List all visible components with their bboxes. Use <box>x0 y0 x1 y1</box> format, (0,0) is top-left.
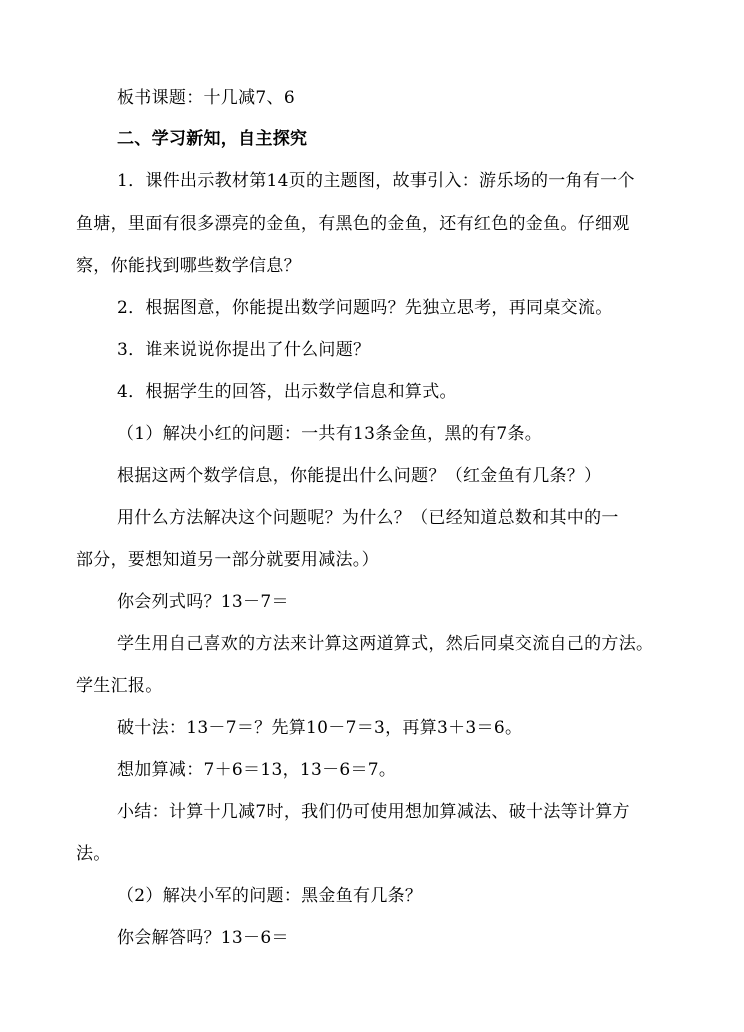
step-1-line-3: 察，你能找到哪些数学信息？ <box>76 256 301 276</box>
section-heading: 二、学习新知，自主探究 <box>117 129 308 149</box>
sub-problem-1-line: （1）解决小红的问题：一共有13条金鱼，黑的有7条。 <box>117 424 543 444</box>
summary-line-1: 小结：计算十几减7时，我们仍可使用想加算减法、破十法等计算方 <box>117 802 630 822</box>
step-1-line-1: 1．课件出示教材第14页的主题图，故事引入：游乐场的一角有一个 <box>117 171 635 191</box>
step-4-line: 4．根据学生的回答，出示数学信息和算式。 <box>117 382 457 402</box>
student-activity-line-2: 学生汇报。 <box>76 676 163 696</box>
question-line: 根据这两个数学信息，你能提出什么问题？（红金鱼有几条？） <box>117 466 602 486</box>
equation-prompt-line: 你会列式吗？13－7＝ <box>117 592 289 612</box>
student-activity-line-1: 学生用自己喜欢的方法来计算这两道算式，然后同桌交流自己的方法。 <box>117 634 654 654</box>
step-2-line: 2．根据图意，你能提出数学问题吗？先独立思考，再同桌交流。 <box>117 298 613 318</box>
summary-line-2: 法。 <box>76 844 111 864</box>
lesson-title-line: 板书课题：十几减7、6 <box>117 88 295 108</box>
sub-problem-2-line: （2）解决小军的问题：黑金鱼有几条？ <box>117 886 423 906</box>
break-ten-method-line: 破十法：13－7＝？先算10－7＝3，再算3＋3＝6。 <box>117 718 523 738</box>
method-line-1: 用什么方法解决这个问题呢？为什么？（已经知道总数和其中的一 <box>117 508 619 528</box>
step-1-line-2: 鱼塘，里面有很多漂亮的金鱼，有黑色的金鱼，还有红色的金鱼。仔细观 <box>76 214 630 234</box>
add-to-subtract-line: 想加算减：7＋6＝13，13－6＝7。 <box>117 760 397 780</box>
answer-prompt-line: 你会解答吗？13－6＝ <box>117 928 289 948</box>
method-line-2: 部分，要想知道另一部分就要用减法。） <box>76 550 379 570</box>
step-3-line: 3．谁来说说你提出了什么问题？ <box>117 340 371 360</box>
